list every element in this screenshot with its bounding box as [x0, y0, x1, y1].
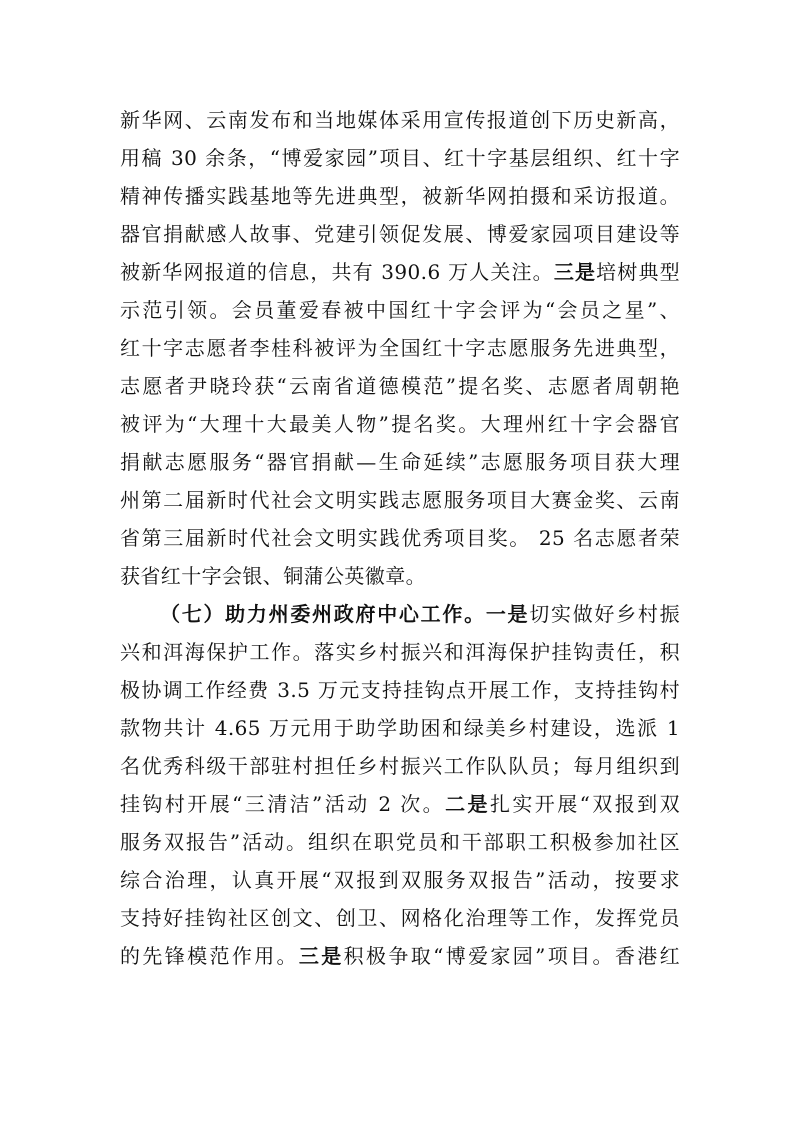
text-line [120, 216, 680, 252]
text-line [120, 102, 680, 138]
text-segment: 挂钩村开展“三清洁”活动 2 次。 [120, 792, 446, 816]
text-segment: 扎实开展“双报到双 [489, 792, 680, 816]
text-segment: 被评为“大理十大最美人物”提名奖。大理州红十字会器官 [120, 412, 680, 436]
text-segment: 名优秀科级干部驻村担任乡村振兴工作队队员；每月组织到 [120, 754, 680, 778]
text-segment: 志愿者尹晓玲获“云南省道德模范”提名奖、志愿者周朝艳 [120, 374, 680, 398]
text-segment: 示范引领。会员董爱春被中国红十字会评为“会员之星”、 [120, 298, 680, 322]
text-line [120, 444, 680, 480]
text-segment: 州第二届新时代社会文明实践志愿服务项目大赛金奖、云南 [120, 488, 680, 512]
text-line [120, 292, 680, 328]
bold-text-segment: （七）助力州委州政府中心工作。 [160, 602, 486, 626]
text-segment: 综合治理，认真开展“双报到双服务双报告”活动，按要求 [120, 868, 680, 892]
bold-text-segment: 一是 [485, 602, 530, 626]
bold-text-segment: 二是 [445, 792, 490, 816]
text-segment: 省第三届新时代社会文明实践优秀项目奖。 25 名志愿者荣 [120, 526, 680, 550]
text-line [120, 786, 680, 822]
text-line [120, 862, 680, 898]
text-line [120, 520, 680, 556]
text-segment: 支持好挂钩社区创文、创卫、网格化治理等工作，发挥党员 [120, 906, 680, 930]
text-segment: 培树典型 [596, 260, 680, 284]
text-line [120, 672, 680, 708]
text-line [120, 634, 680, 670]
text-segment: 新华网、云南发布和当地媒体采用宣传报道创下历史新高， [120, 108, 680, 132]
text-line [120, 748, 680, 784]
text-line [120, 938, 680, 974]
text-segment: 捐献志愿服务“器官捐献—生命延续”志愿服务项目获大理 [120, 450, 680, 474]
text-line [120, 368, 680, 404]
text-segment: 兴和洱海保护工作。落实乡村振兴和洱海保护挂钩责任，积 [120, 640, 680, 664]
bold-text-segment: 三是 [298, 944, 344, 968]
text-segment: 器官捐献感人故事、党建引领促发展、博爱家园项目建设等 [120, 222, 680, 246]
text-segment: 精神传播实践基地等先进典型，被新华网拍摄和采访报道。 [120, 184, 680, 208]
text-line [120, 406, 680, 442]
text-line [120, 900, 680, 936]
text-line [120, 482, 680, 518]
text-line [120, 824, 680, 860]
text-segment: 服务双报告”活动。组织在职党员和干部职工积极参加社区 [120, 830, 680, 854]
text-line [120, 330, 680, 366]
text-line [120, 254, 680, 290]
text-line [120, 710, 680, 746]
text-segment: 用稿 30 余条，“博爱家园”项目、红十字基层组织、红十字 [120, 146, 680, 170]
text-segment: 被新华网报道的信息，共有 390.6 万人关注。 [120, 260, 554, 284]
text-segment: 款物共计 4.65 万元用于助学助困和绿美乡村建设，选派 1 [120, 716, 680, 740]
text-segment: 获省红十字会银、铜蒲公英徽章。 [120, 564, 426, 588]
text-segment: 极协调工作经费 3.5 万元支持挂钩点开展工作，支持挂钩村 [120, 678, 680, 702]
text-segment: 红十字志愿者李桂科被评为全国红十字志愿服务先进典型， [120, 336, 680, 360]
text-line [120, 140, 680, 176]
text-line [160, 596, 680, 632]
text-segment: 积极争取“博爱家园”项目。香港红 [343, 944, 680, 968]
bold-text-segment: 三是 [553, 260, 597, 284]
text-segment: 切实做好乡村振 [529, 602, 680, 626]
text-line [120, 178, 680, 214]
text-segment: 的先锋模范作用。 [120, 944, 299, 968]
text-line [120, 558, 680, 594]
